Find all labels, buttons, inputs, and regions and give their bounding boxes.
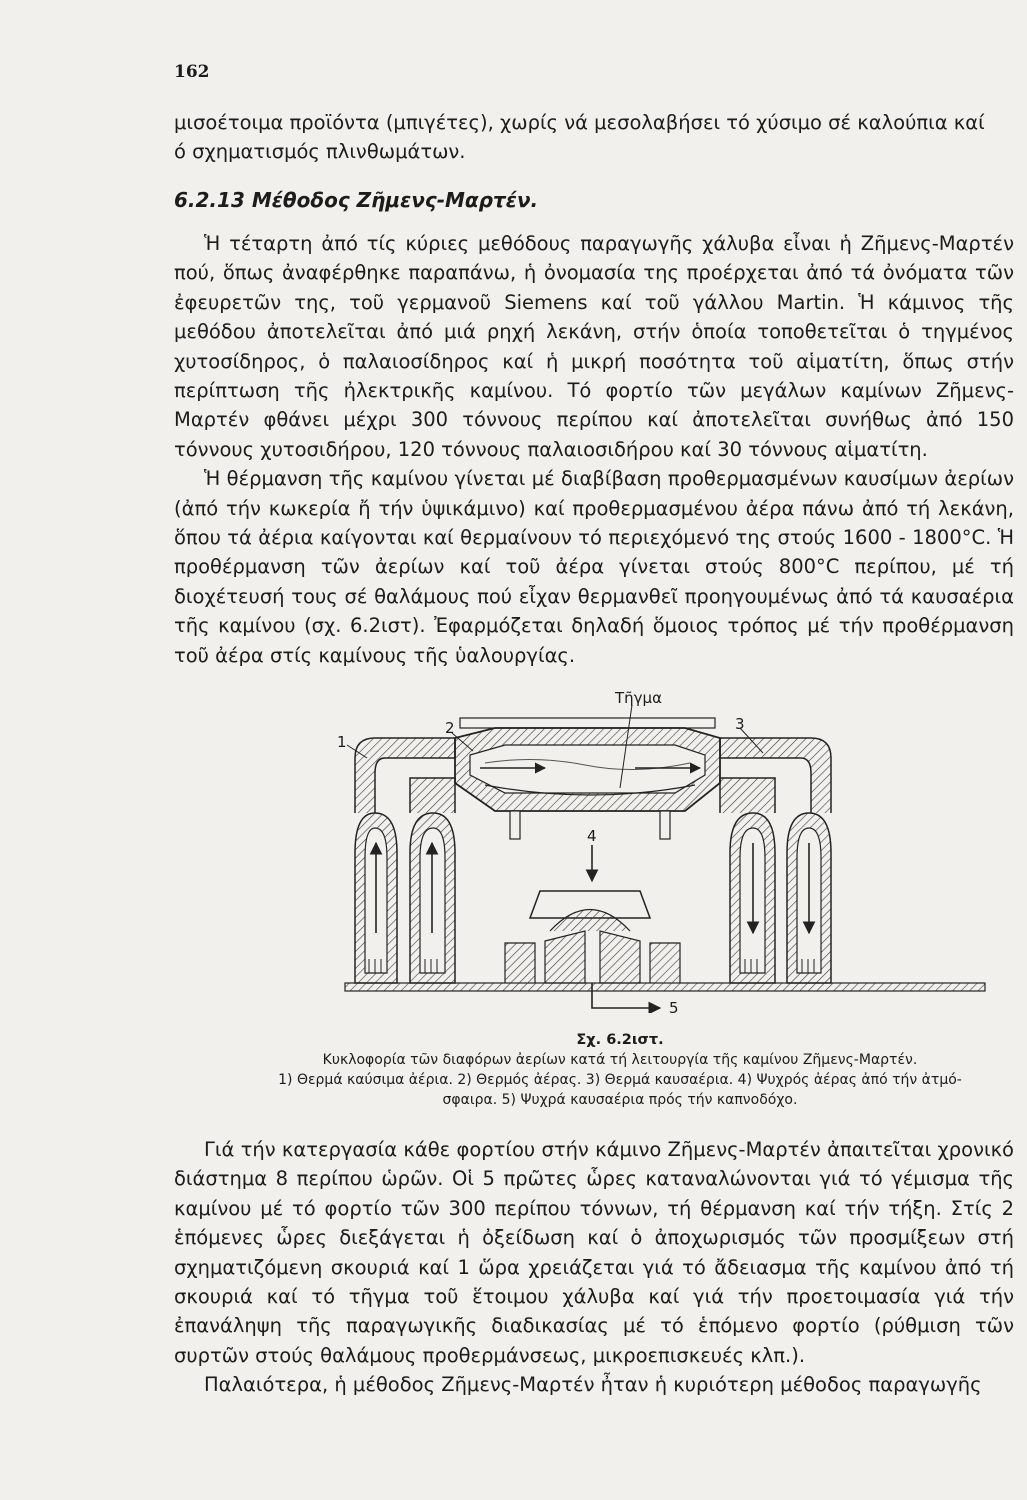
body-text-top [174,229,1014,670]
body-text-bottom [174,1135,1014,1400]
intake-channel-left [545,931,585,983]
paragraph-2: Ἡ θέρμανση τῆς καμίνου γίνεται μέ διαβίβαση προθερμασμένων καυσίμων ἀερίων (ἀπό τήν κωκερία ἤ τήν ὑψικάμινο) καί προθερμασμένου ἀέρα πάνω ἀπό τή λεκάνη, ὅπου τά ἀέρια καίγονται καί θερμαίνουν τό περιεχόμενό της στούς 1600 - 1800°C. Ἡ προθέρμανση τῶν ἀερίων καί τοῦ ἀέρα γίνεται στούς 800°C περίπου, μέ τή διοχέτευσή τους σέ θαλάμους πού εἶχαν θερμανθεῖ προηγουμένως ἀπό τά καυσαέρια τῆς καμίνου (σχ. 6.2ιστ). Ἐφαρμόζεται δηλαδή ὅμοιος τρόπος μέ τήν προθέρμανση τοῦ ἀέρα στίς καμίνους τῆς ὑαλουργίας. [174,467,1014,667]
foundation [345,983,985,991]
label-3: 3 [735,715,745,733]
caption-title: Σχ. 6.2ιστ. [576,1032,664,1048]
label-2: 2 [445,719,455,737]
paragraph-1: Ἡ τέταρτη ἀπό τίς κύριες μεθόδους παραγωγῆς χάλυβα εἶναι ἡ Ζῆμενς-Μαρτέν πού, ὅπως ἀναφέρθηκε παραπάνω, ἡ ὀνομασία της προέρχεται ἀπό τά ὀνόματα τῶν ἐφευρετῶν της, τοῦ γερμανοῦ Siemens καί τοῦ γάλλου Martin. Ἡ κάμινος τῆς μεθόδου ἀποτελεῖται ἀπό μιά ρηχή λεκάνη, στήν ὁποία τοποθετεῖται ὁ τηγμένος χυτοσίδηρος, ὁ παλαιοσίδηρος καί ἡ μικρή ποσότητα τοῦ αἱματίτη, ὅπως στήν περίπτωση τῆς ἠλεκτρικῆς καμίνου. Τό φορτίο τῶν μεγάλων καμίνων Ζῆμενς-Μαρτέν φθάνει μέχρι 300 τόννους περίπου καί ἀποτελεῖται συνήθως ἀπό 150 τόννους χυτοσιδήρου, 120 τόννους παλαιοσιδήρου καί 30 τόννους αἱματίτη. [174,232,1014,461]
caption-line-2: 1) Θερμά καύσιμα ἀέρια. 2) Θερμός ἀέρας. 3) Θερμά καυσαέρια. 4) Ψυχρός ἀέρας ἀπό τήν ἀτμό- [278,1072,962,1088]
label-1: 1 [337,733,347,751]
intake-channel-right [600,931,640,983]
furnace-roof-frame [460,718,715,728]
intro-line-2: ό σχηματισμός πλινθωμάτων. [174,140,466,164]
paragraph-3: Γιά τήν κατεργασία κάθε φορτίου στήν κάμινο Ζῆμενς-Μαρτέν ἀπαιτεῖται χρονικό διάστημα 8 περίπου ὡρῶν. Οἱ 5 πρῶτες ὧρες καταναλώνονται γιά τό γέμισμα τῆς καμίνου μέ τό φορτίο τῶν 300 περίπου τόννων, τή θέρμανση καί τήν τήξη. Στίς 2 ἑπόμενες ὧρες διεξάγεται ἡ ὀξείδωση καί ὁ ἀποχωρισμός τῶν προσμίξεων στή σχηματιζόμενη σκουριά καί 1 ὥρα χρειάζεται γιά τό ἄδειασμα τῆς καμίνου ἀπό τή σκουριά καί τό τῆγμα τοῦ ἕτοιμου χάλυβα καί γιά τήν προετοιμασία γιά τήν ἐπανάληψη τῆς παραγωγικῆς διαδικασίας μέ τό ἑπόμενο φορτίο (ρύθμιση τῶν συρτῶν στούς θαλάμους προθερμάνσεως, μικροεπισκευές κλπ.). [174,1138,1014,1367]
intake-dome [550,910,630,932]
right-uptake-duct-2 [720,778,775,813]
intro-text [174,108,1014,167]
intake-wall-left [505,943,535,983]
label-4: 4 [587,827,597,845]
caption-line-1: Κυκλοφορία τῶν διαφόρων ἀερίων κατά τή λειτουργία τῆς καμίνου Ζῆμενς-Μαρτέν. [322,1052,918,1068]
furnace-diagram-svg [335,683,1025,1013]
label-melt: Τῆγμα [615,689,662,707]
page-number: 162 [174,62,210,82]
intake-wall-right [650,943,680,983]
furnace-chamber [470,745,705,793]
intro-line-1: μισοέτοιμα προϊόντα (μπιγέτες), χωρίς νά μεσολαβήσει τό χύσιμο σέ καλούπια καί [174,111,985,134]
label-5: 5 [669,999,679,1013]
hearth-support-right [660,811,670,839]
caption-line-3: σφαιρα. 5) Ψυχρά καυσαέρια πρός τήν καπνοδόχο. [442,1092,798,1108]
furnace-diagram [335,683,1025,1013]
section-title: Μέθοδος Ζῆμενς-Μαρτέν. [251,188,539,212]
hearth-support-left [510,811,520,839]
left-uptake-duct-2 [410,778,455,813]
section-number: 6.2.13 [174,188,245,212]
paragraph-4: Παλαιότερα, ἡ μέθοδος Ζῆμενς-Μαρτέν ἦταν ἡ κυριότερη μέθοδος παραγωγῆς [204,1373,982,1397]
figure-caption [225,1030,1015,1110]
section-heading [174,188,538,212]
